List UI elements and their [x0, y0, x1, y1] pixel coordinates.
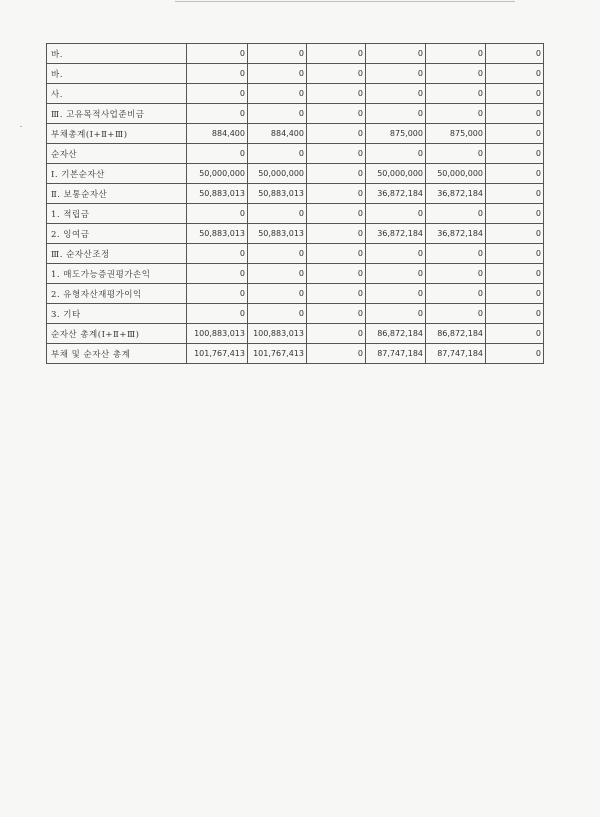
amount-cell: 0	[426, 104, 486, 124]
amount-cell: 0	[486, 244, 544, 264]
amount-cell: 50,883,013	[187, 184, 248, 204]
amount-cell: 0	[366, 304, 426, 324]
table-row	[47, 184, 544, 204]
amount-cell: 0	[187, 104, 248, 124]
amount-cell: 0	[426, 284, 486, 304]
row-label: 2. 잉여금	[47, 224, 187, 244]
amount-cell: 50,000,000	[366, 164, 426, 184]
amount-cell: 0	[426, 84, 486, 104]
scan-speck	[20, 126, 22, 127]
amount-cell: 86,872,184	[426, 324, 486, 344]
amount-cell: 0	[187, 144, 248, 164]
amount-cell: 100,883,013	[187, 324, 248, 344]
amount-cell: 50,883,013	[187, 224, 248, 244]
amount-cell: 0	[307, 144, 366, 164]
amount-cell: 0	[366, 144, 426, 164]
amount-cell: 0	[366, 244, 426, 264]
amount-cell: 50,000,000	[248, 164, 307, 184]
amount-cell: 50,883,013	[248, 184, 307, 204]
table-row	[47, 64, 544, 84]
amount-cell: 0	[426, 304, 486, 324]
row-label: 1. 매도가능증권평가손익	[47, 264, 187, 284]
row-label: 부채 및 순자산 총계	[47, 344, 187, 364]
amount-cell: 0	[426, 144, 486, 164]
amount-cell: 86,872,184	[366, 324, 426, 344]
amount-cell: 36,872,184	[366, 184, 426, 204]
amount-cell: 0	[307, 204, 366, 224]
amount-cell: 0	[248, 104, 307, 124]
amount-cell: 0	[426, 204, 486, 224]
amount-cell: 0	[486, 164, 544, 184]
table-row	[47, 344, 544, 364]
amount-cell: 0	[248, 284, 307, 304]
amount-cell: 875,000	[366, 124, 426, 144]
amount-cell: 0	[486, 184, 544, 204]
row-label: Ⅰ. 기본순자산	[47, 164, 187, 184]
table-row	[47, 304, 544, 324]
amount-cell: 100,883,013	[248, 324, 307, 344]
amount-cell: 0	[248, 44, 307, 64]
amount-cell: 0	[366, 204, 426, 224]
balance-sheet-table	[46, 43, 544, 364]
amount-cell: 0	[307, 184, 366, 204]
amount-cell: 36,872,184	[366, 224, 426, 244]
amount-cell: 0	[486, 144, 544, 164]
row-label: 1. 적립금	[47, 204, 187, 224]
amount-cell: 87,747,184	[426, 344, 486, 364]
amount-cell: 0	[307, 124, 366, 144]
table-body	[47, 44, 544, 364]
row-label: 부채총계(Ⅰ+Ⅱ+Ⅲ)	[47, 124, 187, 144]
amount-cell: 0	[366, 284, 426, 304]
amount-cell: 0	[366, 84, 426, 104]
amount-cell: 0	[307, 344, 366, 364]
table-row	[47, 244, 544, 264]
amount-cell: 0	[187, 284, 248, 304]
row-label: 바.	[47, 64, 187, 84]
table-row	[47, 164, 544, 184]
amount-cell: 0	[187, 304, 248, 324]
row-label: 바.	[47, 44, 187, 64]
table-row	[47, 324, 544, 344]
scan-edge-line	[175, 1, 515, 2]
amount-cell: 884,400	[187, 124, 248, 144]
table-row	[47, 224, 544, 244]
amount-cell: 0	[366, 64, 426, 84]
amount-cell: 875,000	[426, 124, 486, 144]
amount-cell: 36,872,184	[426, 224, 486, 244]
table-row	[47, 84, 544, 104]
amount-cell: 0	[248, 244, 307, 264]
amount-cell: 0	[187, 84, 248, 104]
amount-cell: 0	[307, 224, 366, 244]
amount-cell: 0	[486, 264, 544, 284]
amount-cell: 0	[486, 304, 544, 324]
amount-cell: 0	[486, 44, 544, 64]
amount-cell: 0	[307, 284, 366, 304]
amount-cell: 0	[307, 244, 366, 264]
amount-cell: 0	[366, 264, 426, 284]
amount-cell: 0	[307, 64, 366, 84]
amount-cell: 0	[248, 304, 307, 324]
amount-cell: 0	[307, 164, 366, 184]
amount-cell: 0	[187, 264, 248, 284]
row-label: 2. 유형자산재평가이익	[47, 284, 187, 304]
amount-cell: 0	[486, 104, 544, 124]
amount-cell: 0	[307, 264, 366, 284]
amount-cell: 0	[187, 204, 248, 224]
row-label: Ⅱ. 보통순자산	[47, 184, 187, 204]
amount-cell: 0	[187, 64, 248, 84]
amount-cell: 0	[426, 264, 486, 284]
amount-cell: 0	[187, 244, 248, 264]
amount-cell: 0	[486, 344, 544, 364]
table-row	[47, 124, 544, 144]
amount-cell: 0	[307, 304, 366, 324]
table-row	[47, 284, 544, 304]
amount-cell: 0	[426, 44, 486, 64]
amount-cell: 0	[366, 44, 426, 64]
amount-cell: 0	[486, 64, 544, 84]
amount-cell: 0	[248, 84, 307, 104]
amount-cell: 0	[248, 144, 307, 164]
amount-cell: 50,883,013	[248, 224, 307, 244]
amount-cell: 0	[248, 264, 307, 284]
table-row	[47, 204, 544, 224]
amount-cell: 0	[426, 244, 486, 264]
amount-cell: 884,400	[248, 124, 307, 144]
amount-cell: 0	[486, 224, 544, 244]
row-label: 순자산	[47, 144, 187, 164]
amount-cell: 36,872,184	[426, 184, 486, 204]
row-label: 사.	[47, 84, 187, 104]
amount-cell: 0	[486, 284, 544, 304]
amount-cell: 101,767,413	[187, 344, 248, 364]
amount-cell: 0	[307, 84, 366, 104]
amount-cell: 0	[426, 64, 486, 84]
row-label: 3. 기타	[47, 304, 187, 324]
table-row	[47, 264, 544, 284]
amount-cell: 0	[366, 104, 426, 124]
amount-cell: 0	[486, 204, 544, 224]
amount-cell: 50,000,000	[426, 164, 486, 184]
row-label: Ⅲ. 고유목적사업준비금	[47, 104, 187, 124]
table-row	[47, 104, 544, 124]
amount-cell: 0	[248, 64, 307, 84]
row-label: Ⅲ. 순자산조정	[47, 244, 187, 264]
amount-cell: 101,767,413	[248, 344, 307, 364]
amount-cell: 0	[187, 44, 248, 64]
amount-cell: 0	[486, 324, 544, 344]
table-row	[47, 44, 544, 64]
amount-cell: 0	[248, 204, 307, 224]
amount-cell: 0	[486, 124, 544, 144]
table-row	[47, 144, 544, 164]
amount-cell: 87,747,184	[366, 344, 426, 364]
amount-cell: 0	[307, 104, 366, 124]
amount-cell: 0	[307, 44, 366, 64]
amount-cell: 0	[307, 324, 366, 344]
amount-cell: 50,000,000	[187, 164, 248, 184]
row-label: 순자산 총계(Ⅰ+Ⅱ+Ⅲ)	[47, 324, 187, 344]
amount-cell: 0	[486, 84, 544, 104]
